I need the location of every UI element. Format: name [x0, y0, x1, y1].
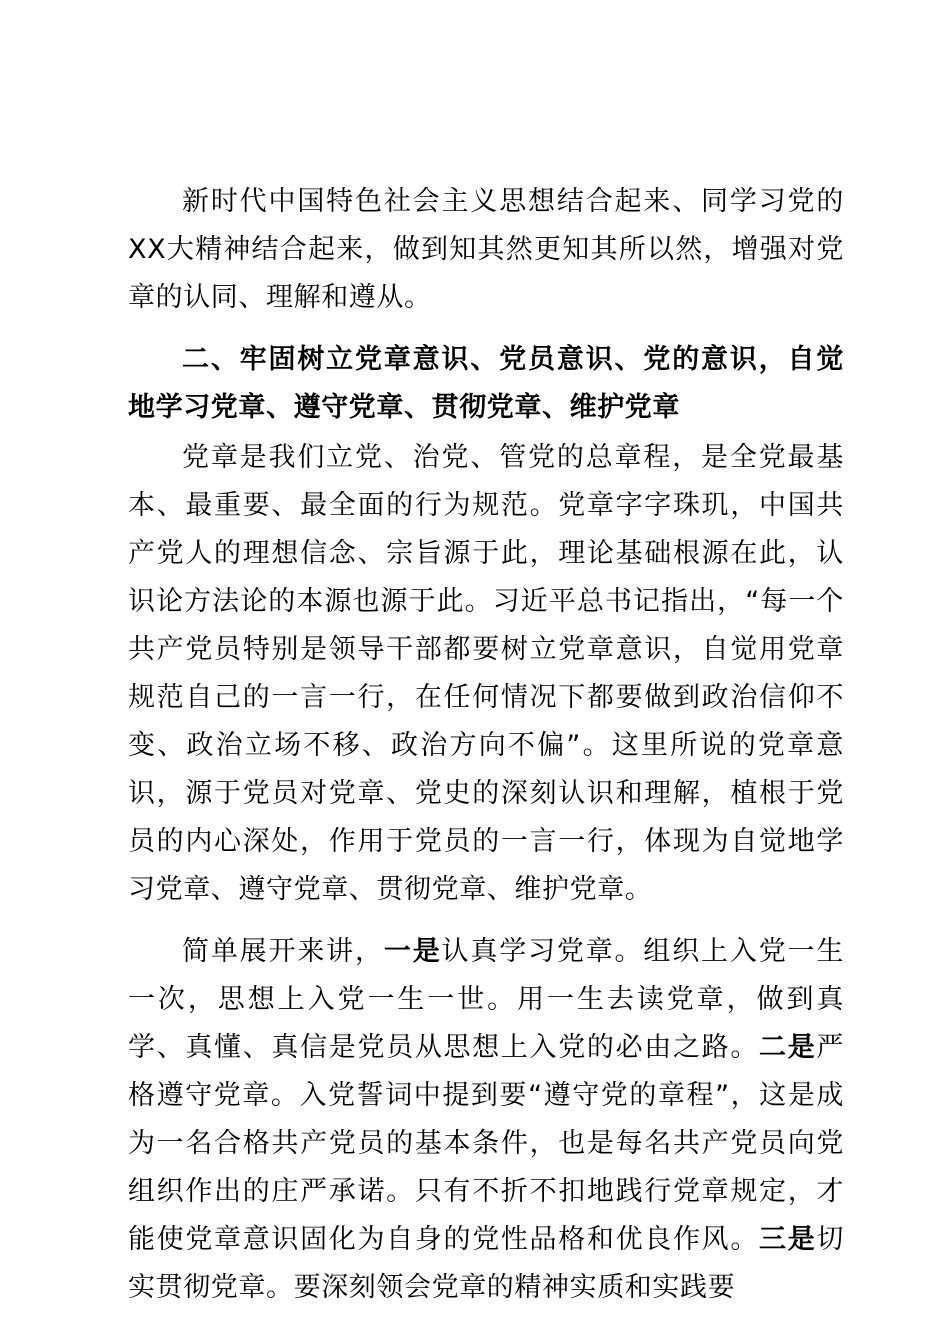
paragraph-intro: 简单展开来讲，: [182, 936, 384, 967]
document-body: [128, 178, 844, 1312]
paragraph-party-constitution: 党章是我们立党、治党、管党的总章程，是全党最基本、最重要、最全面的行为规范。党章字字珠玑，中国共产党人的理想信念、宗旨源于此，理论基础根源在此，认识论方法论的本源也源于此。习近平总书记指出，“每一个共产党员特别是领导干部都要树立党章意识，自觉用党章规范自己的一言一行，在任何情况下都要做到政治信仰不变、政治立场不移、政治方向不偏”。这里所说的党章意识，源于党员对党章、党史的深刻认识和理解，植根于党员的内心深处，作用于党员的一言一行，体现为自觉地学习党章、遵守党章、贯彻党章、维护党章。: [128, 442, 844, 905]
point-two-label: 二是: [759, 1032, 817, 1063]
paragraph-three-points: [128, 928, 844, 1312]
section-heading: 二、牢固树立党章意识、党员意识、党的意识，自觉地学习党章、遵守党章、贯彻党章、维护党章: [128, 344, 844, 423]
paragraph-continued: 新时代中国特色社会主义思想结合起来、同学习党的XX大精神结合起来，做到知其然更知其所以然，增强对党章的认同、理解和遵从。: [128, 186, 844, 313]
point-one-label: 一是: [383, 936, 442, 967]
point-two-text: 严格遵守党章。入党誓词中提到要“遵守党的章程”，这是成为一名合格共产党员的基本条件，也是每名共产党员向党组织作出的庄严承诺。只有不折不扣地践行党章规定，才能使党章意识固化为自身的党性品格和优良作风。: [128, 1032, 845, 1255]
point-three-label: 三是: [759, 1224, 817, 1255]
point-three-text: 切实贯彻党章。要深刻领会党章的精神实质和实践要: [128, 1224, 845, 1303]
point-one-text: 认真学习党章。组织上入党一生一次，思想上入党一生一世。用一生去读党章，做到真学、真懂、真信是党员从思想上入党的必由之路。: [128, 936, 844, 1063]
